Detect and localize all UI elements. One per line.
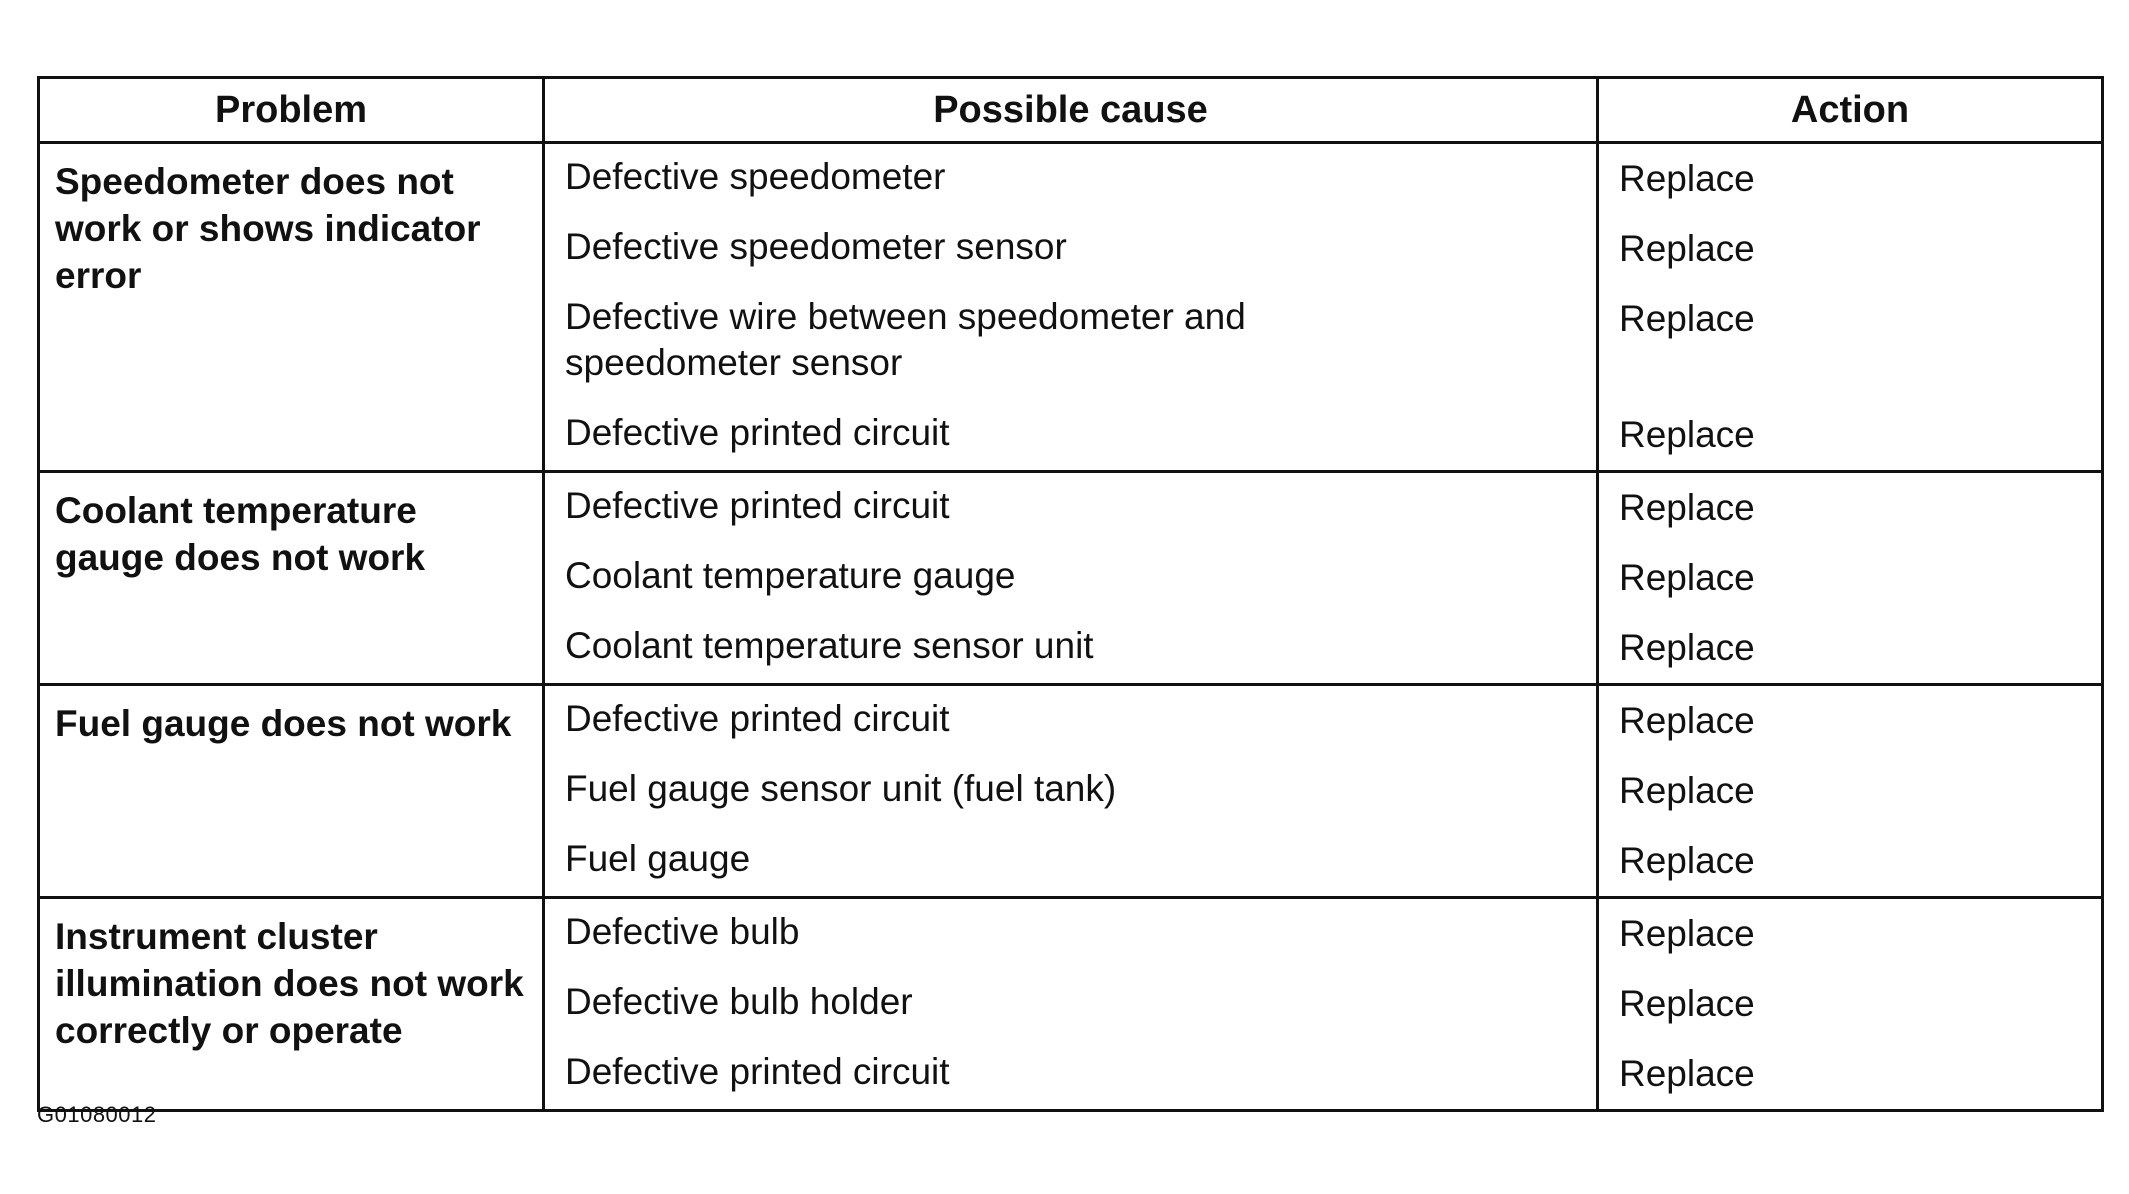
action-cell: Replace bbox=[1598, 969, 2103, 1039]
cause-cell: Fuel gauge sensor unit (fuel tank) bbox=[544, 756, 1598, 826]
problem-cell: Coolant temperature gauge does not work bbox=[39, 472, 544, 685]
cause-cell: Defective bulb bbox=[544, 898, 1598, 970]
cause-cell: Defective printed circuit bbox=[544, 685, 1598, 757]
action-cell: Replace bbox=[1598, 685, 2103, 757]
action-header: Action bbox=[1598, 78, 2103, 143]
cause-cell: Fuel gauge bbox=[544, 826, 1598, 898]
problem-cell: Instrument cluster illumination does not work correctly or operate bbox=[39, 898, 544, 1111]
cause-cell: Defective wire between speedometer and speedometer sensor bbox=[544, 284, 1598, 400]
troubleshooting-table bbox=[37, 76, 2104, 1112]
header-row bbox=[39, 78, 2103, 143]
cause-cell: Coolant temperature sensor unit bbox=[544, 613, 1598, 685]
action-cell: Replace bbox=[1598, 214, 2103, 284]
action-cell: Replace bbox=[1598, 143, 2103, 215]
action-cell: Replace bbox=[1598, 1039, 2103, 1111]
table-row bbox=[39, 898, 2103, 970]
action-cell: Replace bbox=[1598, 284, 2103, 400]
action-cell: Replace bbox=[1598, 898, 2103, 970]
troubleshooting-sheet bbox=[37, 76, 2101, 1112]
cause-cell: Defective printed circuit bbox=[544, 400, 1598, 472]
cause-cell: Defective speedometer bbox=[544, 143, 1598, 215]
cause-cell: Defective printed circuit bbox=[544, 1039, 1598, 1111]
action-cell: Replace bbox=[1598, 826, 2103, 898]
cause-cell: Defective printed circuit bbox=[544, 472, 1598, 544]
cause-cell: Defective bulb holder bbox=[544, 969, 1598, 1039]
possible-cause-header: Possible cause bbox=[544, 78, 1598, 143]
action-cell: Replace bbox=[1598, 543, 2103, 613]
action-cell: Replace bbox=[1598, 756, 2103, 826]
table-row bbox=[39, 143, 2103, 215]
table-row bbox=[39, 472, 2103, 544]
problem-header: Problem bbox=[39, 78, 544, 143]
cause-cell: Defective speedometer sensor bbox=[544, 214, 1598, 284]
figure-code: G01080012 bbox=[37, 1102, 157, 1127]
table-row bbox=[39, 685, 2103, 757]
action-cell: Replace bbox=[1598, 472, 2103, 544]
cause-cell: Coolant temperature gauge bbox=[544, 543, 1598, 613]
action-cell: Replace bbox=[1598, 613, 2103, 685]
problem-cell: Speedometer does not work or shows indicator error bbox=[39, 143, 544, 472]
problem-cell: Fuel gauge does not work bbox=[39, 685, 544, 898]
action-cell: Replace bbox=[1598, 400, 2103, 472]
